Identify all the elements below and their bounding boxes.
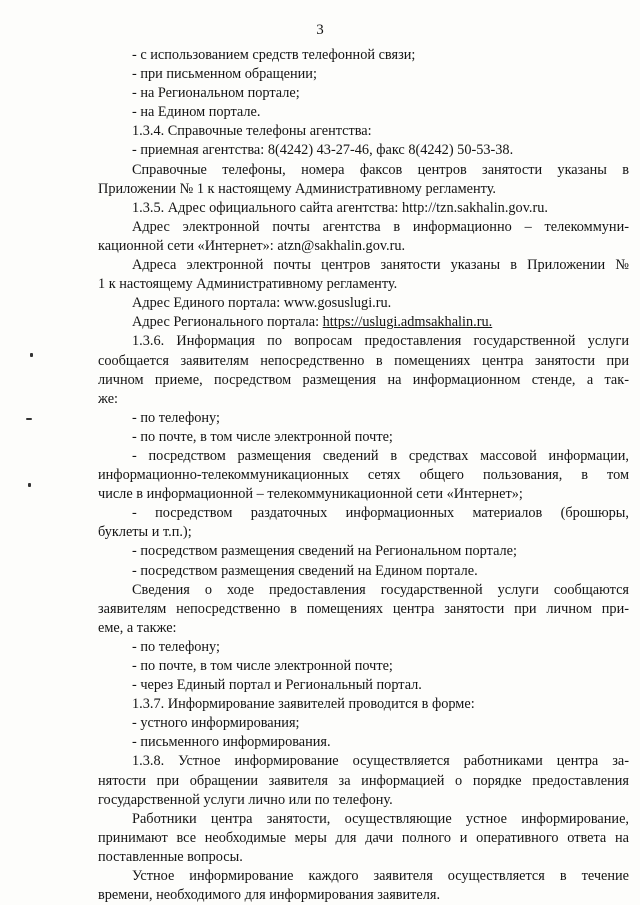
text-line: поставленные вопросы. bbox=[98, 848, 243, 865]
text-line: числе в информационной – телекоммуникационной сети «Интернет»; bbox=[98, 486, 523, 503]
text-line: Адреса электронной почты центров занятости указаны в Приложении № bbox=[132, 257, 629, 274]
text-line: - при письменном обращении; bbox=[132, 66, 317, 83]
text-line: - приемная агентства: 8(4242) 43-27-46, факс 8(4242) 50-53-38. bbox=[132, 142, 514, 159]
text-line: - устного информирования; bbox=[132, 715, 300, 732]
text-line: заявителям непосредственно в помещениях центра занятости при личном при- bbox=[98, 600, 629, 617]
scan-speck bbox=[28, 483, 31, 487]
text-line: - на Едином портале. bbox=[132, 104, 261, 121]
text-line: принимают все необходимые меры для дачи полного и оперативного ответа на bbox=[98, 829, 629, 846]
text-line: - посредством раздаточных информационных материалов (брошюры, bbox=[132, 505, 629, 522]
text-line: - письменного информирования. bbox=[132, 734, 331, 751]
document-body bbox=[98, 46, 629, 905]
text-line: Работники центра занятости, осуществляющие устное информирование, bbox=[132, 810, 629, 827]
text-line: еме, а также: bbox=[98, 619, 177, 636]
text-line: Адрес электронной почты агентства в информационно – телекоммуни- bbox=[132, 218, 629, 235]
page-number: 3 bbox=[316, 22, 324, 38]
text-line: - по почте, в том числе электронной почте; bbox=[132, 658, 393, 674]
text-line: Справочные телефоны, номера факсов центров занятости указаны в bbox=[132, 161, 629, 178]
text-line: - посредством размещения сведений в средствах массовой информации, bbox=[132, 447, 629, 464]
text-line: - посредством размещения сведений на Региональном портале; bbox=[132, 543, 517, 560]
text-line: государственной услуги лично или по телефону. bbox=[98, 791, 393, 808]
text-line: 1 к настоящему Административному регламенту. bbox=[98, 276, 398, 293]
text-line: 1.3.6. Информация по вопросам предоставления государственной услуги bbox=[132, 333, 629, 350]
scan-speck bbox=[30, 353, 33, 357]
text-line: 1.3.7. Информирование заявителей проводится в форме: bbox=[132, 696, 475, 713]
text-line: - по почте, в том числе электронной почте; bbox=[132, 428, 393, 445]
text-line: - по телефону; bbox=[132, 409, 220, 426]
text-line: же: bbox=[98, 390, 119, 407]
text-line: 1.3.8. Устное информирование осуществляется работниками центра за- bbox=[132, 753, 629, 770]
text-line: 1.3.5. Адрес официального сайта агентства: http://tzn.sakhalin.gov.ru. bbox=[132, 199, 548, 216]
text-line: Адрес Регионального портала: https://uslugi.admsakhalin.ru. bbox=[132, 314, 493, 331]
text-line: Устное информирование каждого заявителя осуществляется в течение bbox=[132, 868, 629, 885]
text-line: нятости при обращении заявителя за информацией о порядке предоставления bbox=[98, 772, 629, 789]
text-line: - с использованием средств телефонной связи; bbox=[132, 47, 416, 63]
text-line: 1.3.4. Справочные телефоны агентства: bbox=[132, 123, 372, 140]
text-line: Сведения о ходе предоставления государственной услуги сообщаются bbox=[132, 581, 629, 598]
text-line: - на Региональном портале; bbox=[132, 85, 300, 102]
text-line: времени, необходимого для информирования заявителя. bbox=[98, 887, 441, 904]
text-line: личном приеме, посредством размещения на информационном стенде, а так- bbox=[98, 371, 629, 388]
text-line: буклеты и т.п.); bbox=[98, 524, 192, 541]
text-line: информационно-телекоммуникационных сетях общего пользования, в том bbox=[98, 467, 629, 484]
text-line: сообщается заявителям непосредственно в помещениях центра занятости при bbox=[98, 352, 629, 369]
text-line: кационной сети «Интернет»: atzn@sakhalin.gov.ru. bbox=[98, 237, 406, 254]
regional-portal-link[interactable]: https://uslugi.admsakhalin.ru. bbox=[322, 314, 493, 331]
scan-speck bbox=[26, 418, 32, 420]
text-line: - через Единый портал и Региональный портал. bbox=[132, 677, 422, 694]
text-line: Адрес Единого портала: www.gosuslugi.ru. bbox=[132, 295, 392, 312]
text-line: - посредством размещения сведений на Едином портале. bbox=[132, 562, 478, 579]
text-line: - по телефону; bbox=[132, 638, 220, 655]
text-line: Приложении № 1 к настоящему Административному регламенту. bbox=[98, 180, 496, 197]
